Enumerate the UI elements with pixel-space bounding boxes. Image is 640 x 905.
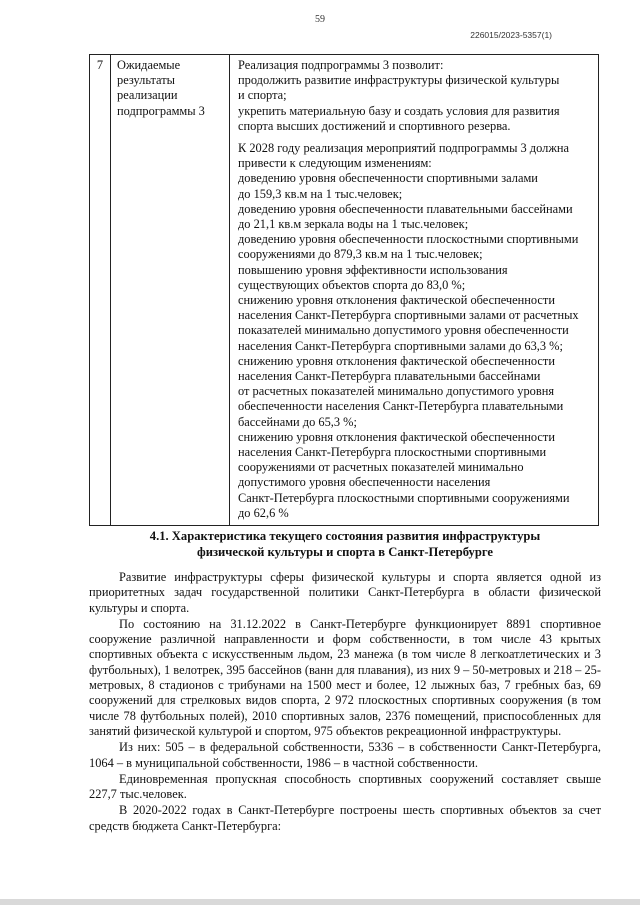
content-line: показателей минимально допустимого уровня обеспеченности [238, 323, 569, 338]
content-line: Санкт-Петербурга плоскостными спортивными сооружениями [238, 490, 570, 505]
content-line: привести к следующим изменениям: [238, 156, 432, 171]
content-line: населения Санкт-Петербурга спортивными залами от расчетных [238, 308, 579, 323]
scan-bottom-edge [0, 899, 640, 905]
content-line: до 62,6 % [238, 505, 289, 520]
subprogram-results-table [89, 54, 599, 526]
content-line: К 2028 году реализация мероприятий подпрограммы 3 должна [238, 141, 570, 156]
content-line: доведению уровня обеспеченности спортивными залами [238, 171, 538, 186]
body-paragraph: Единовременная пропускная способность спортивных сооружений составляет свыше 227,7 тыс.человек. [89, 771, 601, 802]
row-content-cell [230, 55, 599, 526]
content-line: бассейнами до 65,3 %; [238, 414, 357, 429]
content-line: Реализация подпрограммы 3 позволит: [238, 58, 444, 72]
content-line: спорта высших достижений и спортивного резерва. [238, 118, 511, 133]
page-number: 59 [315, 14, 325, 25]
label-line: результаты [117, 73, 175, 88]
content-block-2 [238, 141, 592, 521]
content-line: укрепить материальную базу и создать условия для развития [238, 103, 560, 118]
body-paragraph: В 2020-2022 годах в Санкт-Петербурге построены шесть спортивных объектов за счет средств бюджета Санкт-Петербурга: [89, 803, 601, 833]
label-line: подпрограммы 3 [117, 103, 205, 118]
content-line: сооружениями от расчетных показателей минимально [238, 460, 524, 475]
table-row [90, 55, 599, 526]
content-line: от расчетных показателей минимально допустимого уровня [238, 384, 555, 399]
body-paragraph: Из них: 505 – в федеральной собственности, 5336 – в собственности Санкт-Петербурга, 1064 – в муниципальной собственности, 1986 – в частной собственности. [89, 740, 601, 770]
content-block-1 [238, 58, 592, 134]
content-line: повышению уровня эффективности использования [238, 262, 508, 277]
content-line: до 159,3 кв.м на 1 тыс.человек; [238, 186, 403, 201]
content-line: обеспеченности населения Санкт-Петербурга плавательными [238, 399, 564, 414]
label-line: Ожидаемые [117, 58, 181, 72]
row-number: 7 [96, 58, 104, 72]
content-line: существующих объектов спорта до 83,0 %; [238, 277, 466, 292]
body-paragraph: По состоянию на 31.12.2022 в Санкт-Петербурге функционирует 8891 спортивное сооружение различной направленности и форм собственности, в том числе 43 крытых спортивных объекта с искусственным льдом, 23 манежа (в том числе 8 легкоатлетических и 3 футбольных), 1 велотрек, 395 бассейнов (ванн для плавания), из них 9 – 50-метровых и 218 – 25-метровых, 8 стадионов с трибунами на 1500 мест и более, 12 лыжных баз, 7 гребных баз, 69 сооружений для стрелковых видов спорта, 2 972 плоскостных спортивных сооружения (в том числе 78 футбольных полей), 2010 спортивных залов, 2376 помещений, приспособленных для занятий физической культурой и спортом, 975 объектов рекреационной инфраструктуры. [89, 616, 601, 738]
label-line: реализации [117, 88, 178, 103]
content-line: населения Санкт-Петербурга спортивными залами до 63,3 %; [238, 338, 563, 353]
content-line: снижению уровня отклонения фактической обеспеченности [238, 429, 555, 444]
content-line: населения Санкт-Петербурга плоскостными спортивными [238, 445, 547, 460]
content-line: снижению уровня отклонения фактической обеспеченности [238, 293, 555, 308]
content-line: населения Санкт-Петербурга плавательными бассейнами [238, 369, 541, 384]
row-label-cell [111, 55, 230, 526]
content-line: продолжить развитие инфраструктуры физической культуры [238, 73, 560, 88]
section-body [89, 570, 601, 835]
body-paragraph: Развитие инфраструктуры сферы физической культуры и спорта является одной из приоритетных задач государственной политики Санкт-Петербурга в области физической культуры и спорта. [89, 570, 601, 615]
content-line: доведению уровня обеспеченности плоскостными спортивными [238, 232, 579, 247]
section-heading [90, 528, 600, 560]
document-code: 226015/2023-5357(1) [470, 30, 552, 40]
section-heading-line: физической культуры и спорта в Санкт-Петербурге [197, 545, 493, 559]
section-heading-line: 4.1. Характеристика текущего состояния развития инфраструктуры [149, 529, 541, 543]
content-line: допустимого уровня обеспеченности населения [238, 475, 491, 490]
content-line: до 21,1 кв.м зеркала воды на 1 тыс.человек; [238, 217, 469, 232]
content-line: и спорта; [238, 88, 287, 103]
content-line: доведению уровня обеспеченности плавательными бассейнами [238, 201, 573, 216]
content-line: снижению уровня отклонения фактической обеспеченности [238, 353, 555, 368]
content-line: сооружениями до 879,3 кв.м на 1 тыс.человек; [238, 247, 483, 262]
row-number-cell [90, 55, 111, 526]
